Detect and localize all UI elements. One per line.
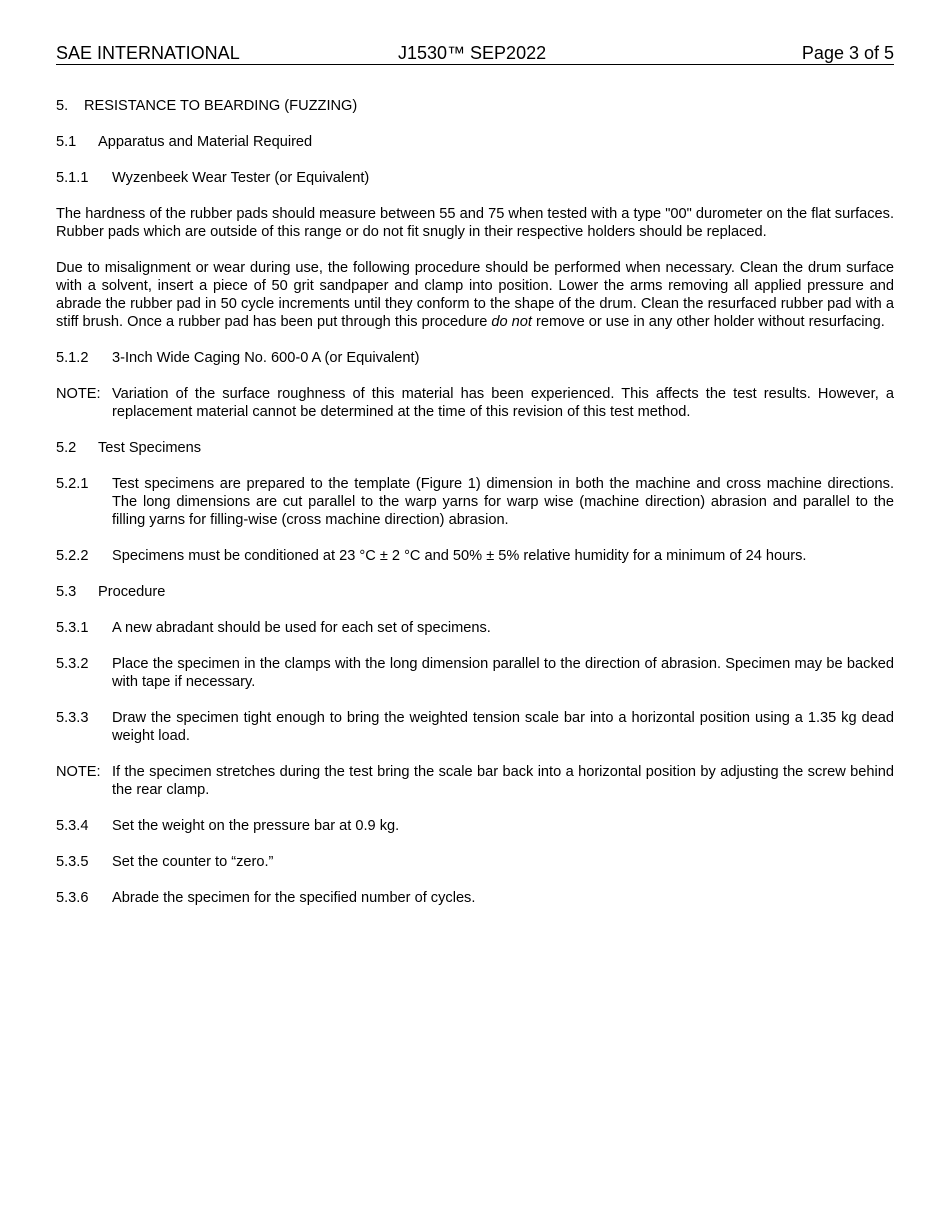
- item-5-3-6: [56, 889, 894, 907]
- section-number: 5.1.2: [56, 350, 89, 366]
- item-5-3-4: [56, 817, 894, 835]
- section-5-heading: [56, 97, 894, 115]
- note-text: Variation of the surface roughness of this material has been experienced. This affects the test results. However, a replacement material cannot be determined at the time of this revision of this test method.: [112, 386, 894, 420]
- section-title: Test Specimens: [98, 440, 202, 456]
- item-text: Draw the specimen tight enough to bring the weighted tension scale bar into a horizontal position using a 1.35 kg dead weight load.: [112, 710, 894, 744]
- header-page-number: Page 3 of 5: [801, 43, 894, 63]
- item-5-3-2: [56, 655, 894, 691]
- header-organization: SAE INTERNATIONAL: [56, 43, 240, 63]
- item-text: Test specimens are prepared to the template (Figure 1) dimension in both the machine and cross machine directions. The long dimensions are cut parallel to the warp yarns for warp wise (machine direction) abrasion and parallel to the filling yarns for filling-wise (cross machine direction) abrasion.: [112, 476, 894, 528]
- section-title: 3-Inch Wide Caging No. 600-0 A (or Equivalent): [112, 350, 420, 366]
- emphasis-text: do not: [491, 314, 532, 330]
- paragraph-text: remove or use in any other holder without resurfacing.: [531, 314, 885, 330]
- section-number: 5.1.1: [56, 170, 89, 186]
- section-number: 5.3: [56, 584, 77, 600]
- document-body: [56, 97, 894, 907]
- note-label: NOTE:: [56, 386, 101, 402]
- item-text: Set the weight on the pressure bar at 0.9 kg.: [112, 818, 400, 834]
- note-label: NOTE:: [56, 764, 101, 780]
- section-number: 5.1: [56, 134, 77, 150]
- item-text: Abrade the specimen for the specified number of cycles.: [112, 890, 476, 906]
- item-number: 5.3.3: [56, 710, 89, 726]
- item-number: 5.3.2: [56, 656, 89, 672]
- section-5-1-heading: [56, 133, 894, 151]
- paragraph-pad-hardness: The hardness of the rubber pads should measure between 55 and 75 when tested with a type "00" durometer on the flat surfaces. Rubber pads which are outside of this range or do not fit snugly in their respective holders should be replaced.: [56, 206, 894, 240]
- item-text: Specimens must be conditioned at 23 °C ± 2 °C and 50% ± 5% relative humidity for a minimum of 24 hours.: [112, 548, 807, 564]
- header-document-id: J1530™ SEP2022: [398, 43, 547, 63]
- item-text: Place the specimen in the clamps with the long dimension parallel to the direction of abrasion. Specimen may be backed with tape if necessary.: [112, 656, 894, 690]
- item-number: 5.3.1: [56, 620, 89, 636]
- note-surface-roughness: [56, 385, 894, 421]
- item-number: 5.2.1: [56, 476, 89, 492]
- section-title: Procedure: [98, 584, 166, 600]
- item-number: 5.3.6: [56, 890, 89, 906]
- section-title: RESISTANCE TO BEARDING (FUZZING): [84, 98, 358, 114]
- section-5-2-heading: [56, 439, 894, 457]
- section-5-3-heading: [56, 583, 894, 601]
- item-number: 5.2.2: [56, 548, 89, 564]
- paragraph-text: Due to misalignment or wear during use, the following procedure should be performed when necessary. Clean the drum surface with a solvent, insert a piece of 50 grit sandpaper and clamp into position. Lower the arms removing all applied pressure and abrade the rubber pad in 50 cycle increments until they conform to the shape of the drum. Clean the resurfaced rubber pad with a stiff brush. Once a rubber pad has been put through this procedure: [56, 260, 894, 330]
- item-5-3-5: [56, 853, 894, 871]
- section-title: Wyzenbeek Wear Tester (or Equivalent): [112, 170, 370, 186]
- section-title: Apparatus and Material Required: [98, 134, 313, 150]
- item-text: A new abradant should be used for each set of specimens.: [112, 620, 491, 636]
- item-5-3-3: [56, 709, 894, 745]
- item-5-3-1: [56, 619, 894, 637]
- section-number: 5.2: [56, 440, 77, 456]
- item-5-2-2: [56, 547, 894, 565]
- page-header: [56, 42, 894, 65]
- item-number: 5.3.4: [56, 818, 89, 834]
- item-number: 5.3.5: [56, 854, 89, 870]
- note-specimen-stretch: [56, 763, 894, 799]
- item-text: Set the counter to “zero.”: [112, 854, 274, 870]
- note-text: If the specimen stretches during the test bring the scale bar back into a horizontal position by adjusting the screw behind the rear clamp.: [112, 764, 894, 798]
- section-5-1-1-heading: [56, 169, 894, 187]
- paragraph-misalignment-procedure: [56, 259, 894, 331]
- section-5-1-2-heading: [56, 349, 894, 367]
- section-number: 5.: [56, 98, 69, 114]
- item-5-2-1: [56, 475, 894, 529]
